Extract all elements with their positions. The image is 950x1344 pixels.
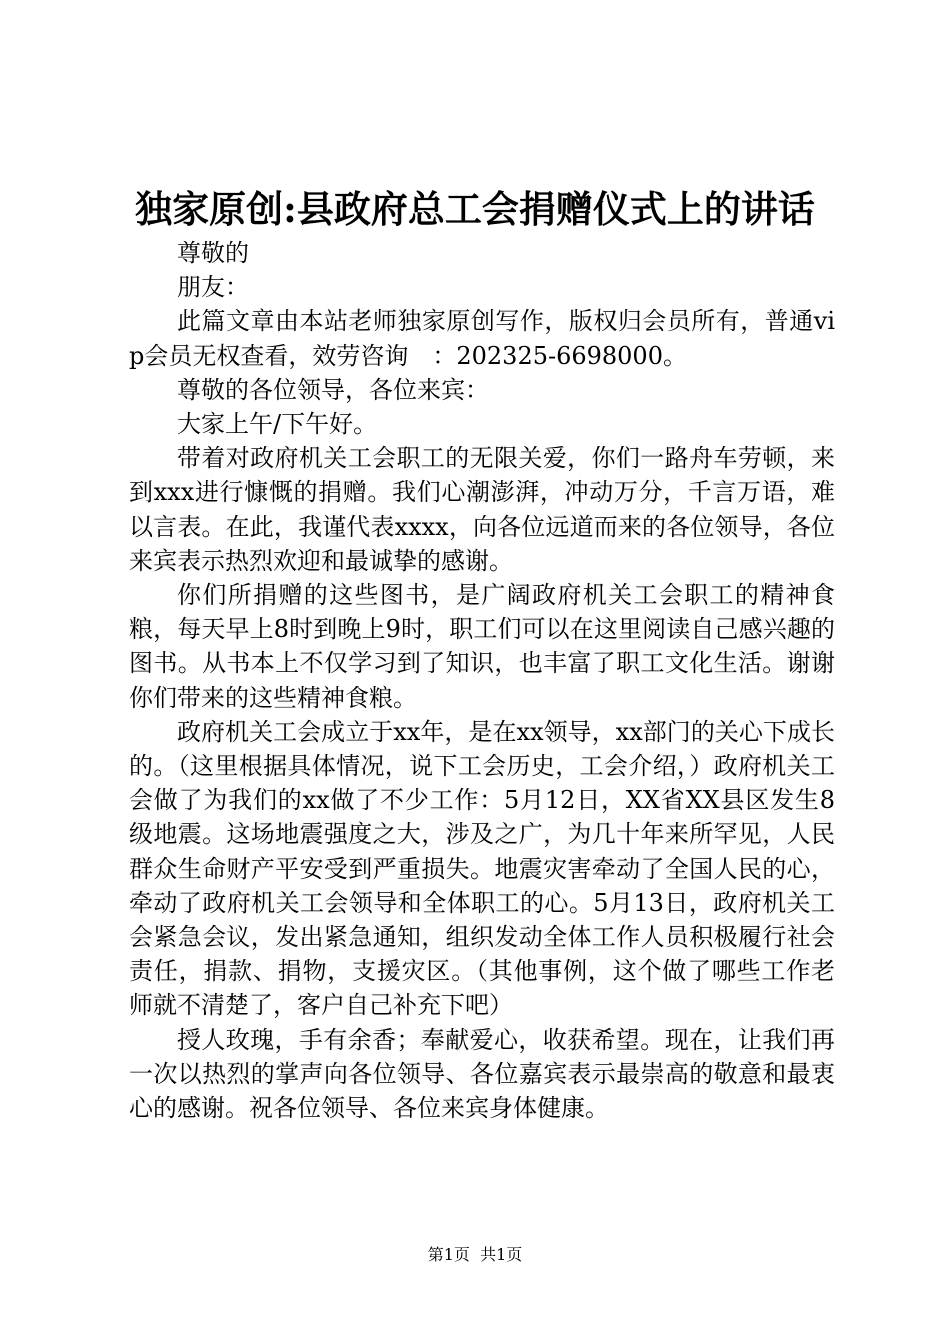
paragraph-union-history: 政府机关工会成立于xx年，是在xx领导，xx部门的关心下成长的。（这里根据具体情况，说下工会历史，工会介绍，）政府机关工会做了为我们的xx做了不少工作：5月12日，XX省XX县区发生8级地震。这场地震强度之大，涉及之广，为几十年来所罕见，人民群众生命财产平安受到严重损失。地震灾害牵动了全国人民的心，牵动了政府机关工会领导和全体职工的心。5月13日，政府机关工会紧急会议，发出紧急通知，组织发动全体工作人员积极履行社会责任，捐款、捐物，支援灾区。（其他事例，这个做了哪些工作老师就不清楚了，客户自己补充下吧）: [129, 717, 835, 1020]
page-footer: [0, 1244, 950, 1266]
paragraph-books: 你们所捐赠的这些图书，是广阔政府机关工会职工的精神食粮，每天早上8时到晚上9时，职工们可以在这里阅读自己感兴趣的图书。从书本上不仅学习到了知识，也丰富了职工文化生活。谢谢你们带来的这些精神食粮。: [129, 581, 835, 712]
page-total: 共1页: [480, 1245, 523, 1264]
document-title: 独家原创:县政府总工会捐赠仪式上的讲话: [135, 187, 815, 231]
salutation-line-1: 尊敬的: [177, 239, 249, 267]
salutation-line-2: 朋友：: [177, 273, 249, 302]
page-number: 第1页: [427, 1245, 470, 1264]
greeting-hello: 大家上午/下午好。: [177, 410, 378, 439]
copyright-notice: 此篇文章由本站老师独家原创写作，版权归会员所有，普通vip会员无权查看，效劳咨询 ：202325-6698000。: [129, 307, 835, 370]
paragraph-welcome: 带着对政府机关工会职工的无限关爱，你们一路舟车劳顿，来到xxx进行慷慨的捐赠。我们心潮澎湃，冲动万分，千言万语，难以言表。在此，我谨代表xxxx，向各位远道而来的各位领导，各位来宾表示热烈欢迎和最诚挚的感谢。: [129, 444, 835, 575]
greeting-address: 尊敬的各位领导，各位来宾：: [177, 375, 489, 404]
paragraph-closing: 授人玫瑰，手有余香；奉献爱心，收获希望。现在，让我们再一次以热烈的掌声向各位领导、各位嘉宾表示最崇高的敬意和最衷心的感谢。祝各位领导、各位来宾身体健康。: [129, 1025, 835, 1123]
document-body: [129, 236, 835, 1125]
